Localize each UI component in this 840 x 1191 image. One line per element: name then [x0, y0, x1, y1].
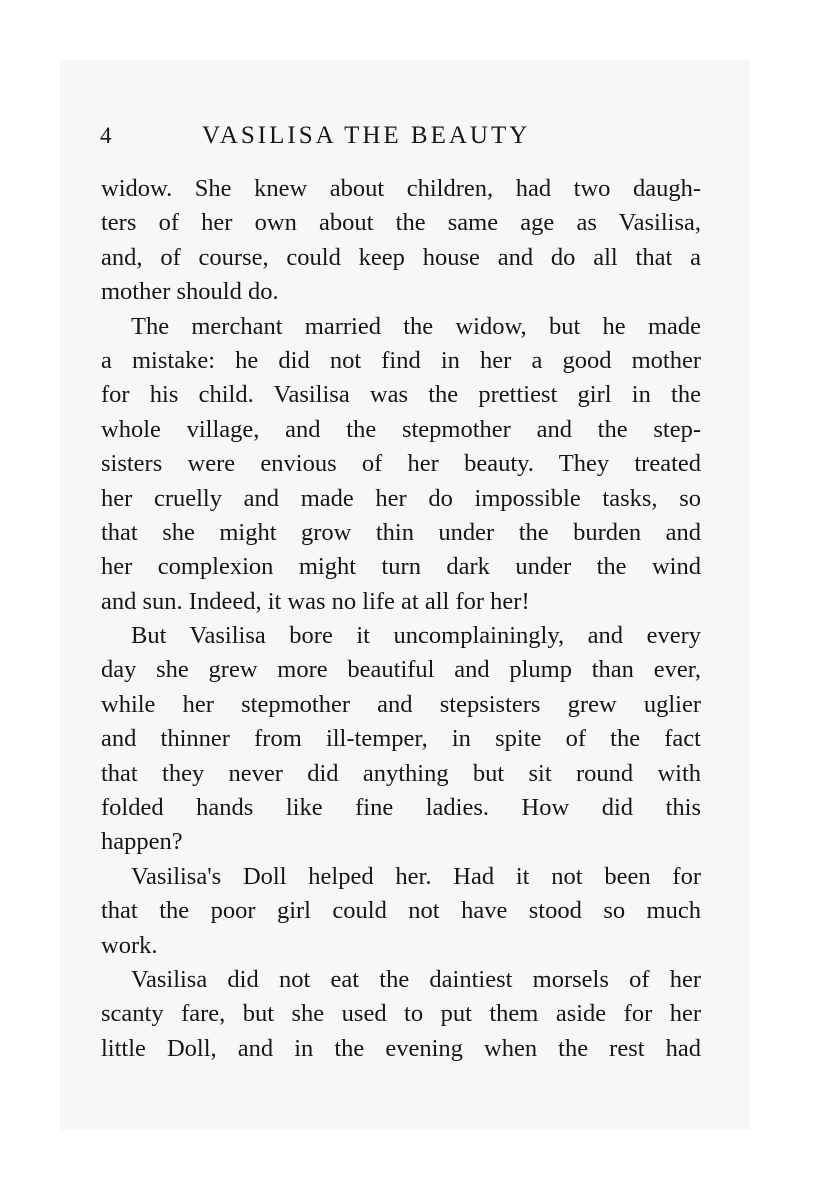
- text-line: while her stepmother and stepsisters grew uglier: [101, 690, 701, 718]
- text-line: day she grew more beautiful and plump than ever,: [101, 656, 701, 684]
- text-line: widow. She knew about children, had two daugh-: [101, 175, 701, 202]
- running-title: VASILISA THE BEAUTY: [202, 122, 531, 149]
- text-line: whole village, and the stepmother and the step-: [101, 415, 701, 443]
- text-line: Vasilisa did not eat the daintiest morsels of her: [131, 965, 701, 993]
- text-line: a mistake: he did not find in her a good mother: [101, 346, 701, 374]
- text-line: sisters were envious of her beauty. They treated: [101, 450, 701, 478]
- text-line: for his child. Vasilisa was the prettiest girl in the: [101, 381, 701, 409]
- text-line: The merchant married the widow, but he made: [131, 312, 701, 340]
- text-line: little Doll, and in the evening when the rest had: [101, 1034, 701, 1062]
- text-line: happen?: [101, 828, 183, 856]
- text-line: that the poor girl could not have stood so much: [101, 897, 701, 925]
- text-line: folded hands like fine ladies. How did this: [101, 794, 701, 822]
- body-text: [101, 172, 701, 1066]
- text-line: But Vasilisa bore it uncomplainingly, and every: [131, 622, 701, 650]
- page-number: 4: [100, 123, 112, 148]
- text-line: scanty fare, but she used to put them aside for her: [101, 1000, 701, 1028]
- text-line: that they never did anything but sit round with: [101, 759, 701, 787]
- text-line: that she might grow thin under the burden and: [101, 518, 701, 546]
- text-line: her complexion might turn dark under the wind: [101, 553, 701, 581]
- text-line: and, of course, could keep house and do all that a: [101, 243, 701, 271]
- text-line: work.: [101, 931, 158, 959]
- text-line: Vasilisa's Doll helped her. Had it not been for: [131, 862, 701, 890]
- text-line: and sun. Indeed, it was no life at all for her!: [101, 587, 530, 615]
- text-line: mother should do.: [101, 278, 279, 306]
- text-line: her cruelly and made her do impossible tasks, so: [101, 484, 701, 512]
- text-line: and thinner from ill-temper, in spite of the fact: [101, 725, 701, 753]
- text-line: ters of her own about the same age as Vasilisa,: [101, 209, 701, 237]
- page-header: [100, 118, 700, 158]
